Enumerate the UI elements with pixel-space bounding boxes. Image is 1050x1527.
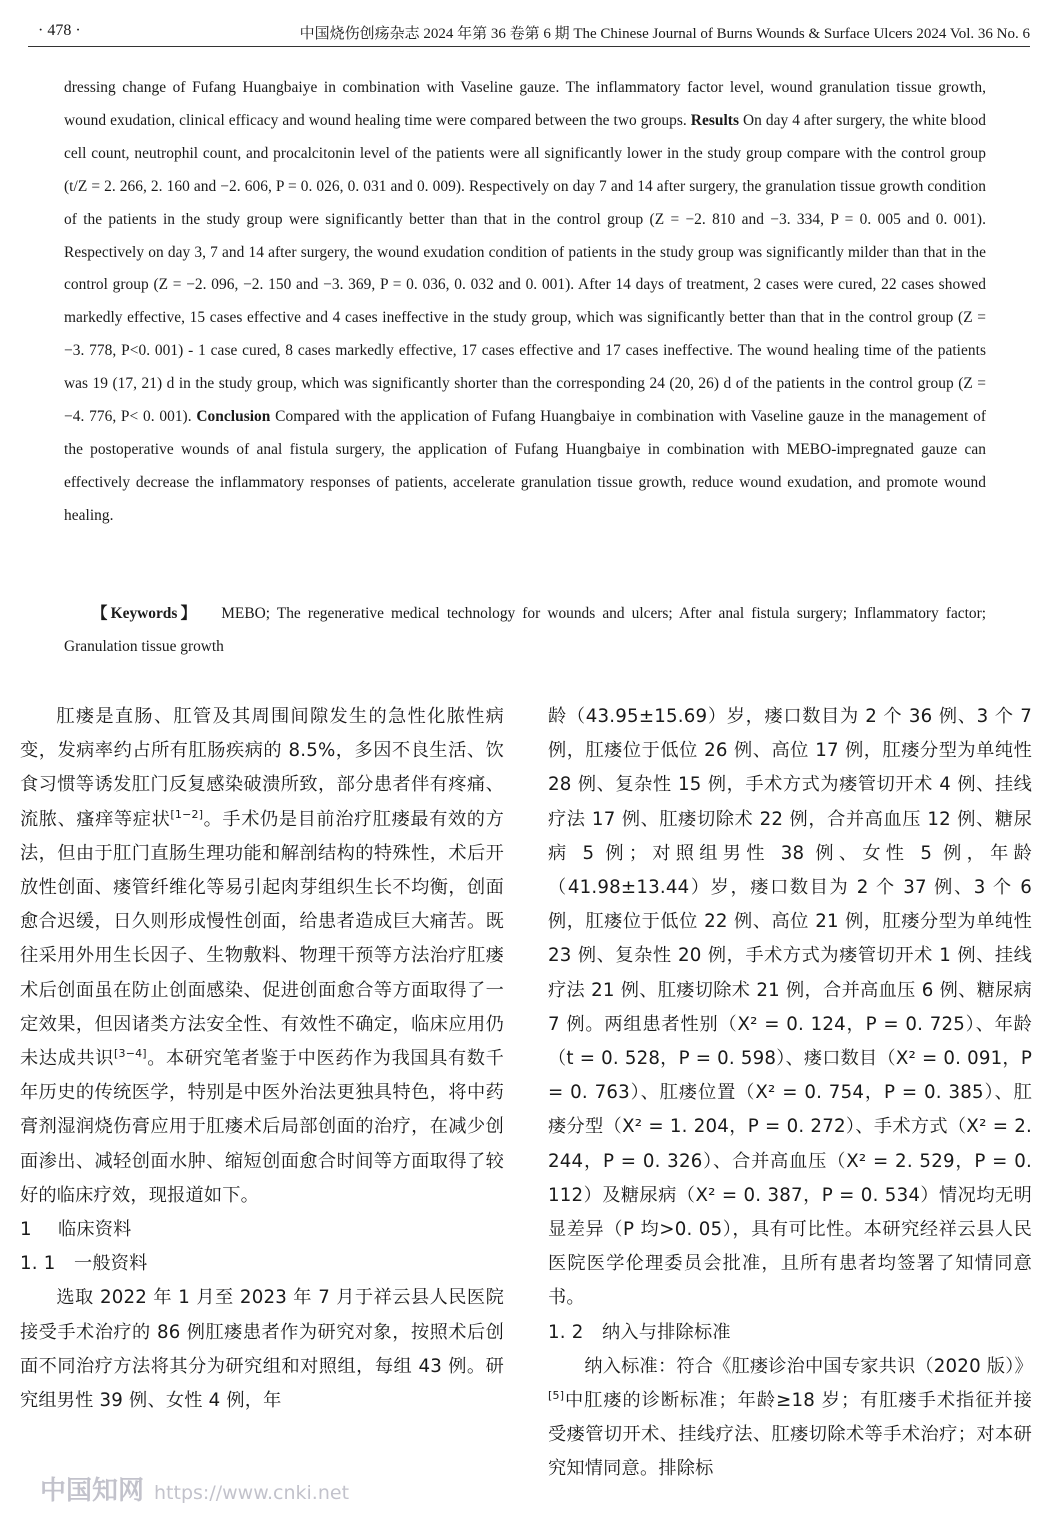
citation-ref: [5] (548, 1389, 565, 1403)
section-number: 1. 2 (548, 1321, 584, 1343)
conclusion-label: Conclusion (196, 408, 271, 426)
abstract-conclusion-text: Compared with the application of Fufang Huangbaiye in combination with Vaseline gauze in the management of the postoperative wounds of anal fistula surgery, the application of Fufang Huangbaiye in combination with MEBO-impregnated gauze can effectively decrease the inflammatory responses of patients, accelerate granulation tissue growth, reduce wound exudation, and promote wound healing. (64, 408, 986, 524)
english-abstract (64, 72, 986, 533)
page-number: · 478 · (38, 22, 81, 39)
abstract-paragraph (64, 72, 986, 533)
left-column (20, 700, 504, 1418)
abstract-methods-text: dressing change of Fufang Huangbaiye in combination with Vaseline gauze. The inflammatory factor level, wound granulation tissue growth, wound exudation, clinical efficacy and wound healing time were compared between the two groups. (64, 79, 986, 129)
keywords-block (64, 598, 986, 664)
general-data-paragraph: 选取 2022 年 1 月至 2023 年 7 月于祥云县人民医院接受手术治疗的 86 例肛瘘患者作为研究对象，按照术后创面不同治疗方法将其分为研究组和对照组，每组 43 例。研究组男性 39 例、女性 4 例，年 (20, 1287, 504, 1412)
section-heading-1-1 (20, 1247, 504, 1281)
citation-ref: [1−2] (170, 807, 204, 821)
intro-text-c: 。本研究笔者鉴于中医药作为我国具有数千年历史的传统医学，特别是中医外治法更独具特色，将中药膏剂湿润烧伤膏应用于肛瘘术后局部创面的治疗，在减少创面渗出、减轻创面水肿、缩短创面愈合时间等方面取得了较好的临床疗效，现报道如下。 (20, 1048, 504, 1206)
section-title: 纳入与排除标准 (602, 1321, 731, 1343)
results-label: Results (690, 111, 740, 129)
keywords-label: 【Keywords】 (92, 605, 200, 622)
section-number: 1 (20, 1219, 32, 1241)
criteria-text-a: 纳入标准：符合《肛瘘诊治中国专家共识（2020 版）》 (584, 1355, 1033, 1377)
section-number: 1. 1 (20, 1253, 56, 1275)
section-title: 临床资料 (58, 1219, 132, 1241)
watermark-logo: 中国知网 (40, 1476, 145, 1506)
cnki-watermark (40, 1470, 349, 1507)
watermark-url: https://www.cnki.net (154, 1482, 350, 1504)
criteria-paragraph (548, 1350, 1032, 1487)
intro-text-b: 。手术仍是目前治疗肛瘘最有效的方法，但由于肛门直肠生理功能和解剖结构的特殊性，术后开放性创面、瘘管纤维化等易引起肉芽组织生长不均衡，创面愈合迟缓，日久则形成慢性创面，给患者造成巨大痛苦。既往采用外用生长因子、生物敷料、物理干预等方法治疗肛瘘术后创面虽在防止创面感染、促进创面愈合等方面取得了一定效果，但因诸类方法安全性、有效性不确定，临床应用仍未达成共识 (20, 808, 504, 1070)
section-title: 一般资料 (74, 1253, 148, 1275)
abstract-results-text: On day 4 after surgery, the white blood cell count, neutrophil count, and procalcitonin level of the patients were all significantly lower in the study group compare with the control group (t/Z = 2. 266, 2. 160 and −2. 606, P = 0. 026, 0. 031 and 0. 009). Respectively on day 7 and 14 after surgery, the granulation tissue growth condition of the patients in the study group were significantly better than that in the control group (Z = −2. 810 and −3. 334, P = 0. 005 and 0. 001). Respectively on day 3, 7 and 14 after surgery, the wound exudation condition of patients in the study group was significantly milder than that in the control group (Z = −2. 096, −2. 150 and −3. 369, P = 0. 036, 0. 032 and 0. 001). After 14 days of treatment, 2 cases were cured, 22 cases showed markedly effective, 15 cases effective and 4 cases ineffective in the study group, which was significantly better than that in the control group (Z = −3. 778, P<0. 001) - 1 case cured, 8 cases markedly effective, 17 cases effective and 17 cases ineffective. The wound healing time of the patients was 19 (17, 21) d in the study group, which was significantly shorter than the corresponding 24 (20, 26) d of the patients in the control group (Z = −4. 776, P< 0. 001). (64, 111, 986, 426)
section-heading-1 (20, 1213, 504, 1247)
keywords-text: MEBO; The regenerative medical technology for wounds and ulcers; After anal fistula surgery; Inflammatory factor; Granulation tissue growth (64, 605, 986, 655)
intro-text-a: 肛瘘是直肠、肛管及其周围间隙发生的急性化脓性病变，发病率约占所有肛肠疾病的 8.5%，多因不良生活、饮食习惯等诱发肛门反复感染破溃所致，部分患者伴有疼痛、流脓、瘙痒等症状 (20, 706, 504, 830)
right-column (548, 700, 1032, 1487)
section-heading-1-2 (548, 1316, 1032, 1350)
citation-ref: [3−4] (114, 1047, 147, 1061)
criteria-text-b: 中肛瘘的诊断标准；年龄≥18 岁；有肛瘘手术指征并接受瘘管切开术、挂线疗法、肛瘘切除术等手术治疗；对本研究知情同意。排除标 (548, 1390, 1032, 1480)
general-data-continued: 龄（43.95±15.69）岁，瘘口数目为 2 个 36 例、3 个 7 例，肛瘘位于低位 26 例、高位 17 例，肛瘘分型为单纯性 28 例、复杂性 15 例，手术方式为瘘管切开术 4 例、挂线疗法 17 例、肛瘘切除术 22 例，合并高血压 12 例、糖尿病 5 例；对照组男性 38 例、女性 5 例，年龄（41.98±13.44）岁，瘘口数目为 2 个 37 例、3 个 6 例，肛瘘位于低位 22 例、高位 21 例，肛瘘分型为单纯性 23 例、复杂性 20 例，手术方式为瘘管切开术 1 例、挂线疗法 21 例、肛瘘切除术 21 例，合并高血压 6 例、糖尿病 7 例。两组患者性别（X² = 0. 124，P = 0. 725）、年龄（t = 0. 528，P = 0. 598）、瘘口数目（X² = 0. 091，P = 0. 763）、肛瘘位置（X² = 0. 754，P = 0. 385）、肛瘘分型（X² = 1. 204，P = 0. 272）、手术方式（X² = 2. 244，P = 0. 326）、合并高血压（X² = 2. 529，P = 0. 112）及糖尿病（X² = 0. 387，P = 0. 534）情况均无明显差异（P 均>0. 05），具有可比性。本研究经祥云县人民医院医学伦理委员会批准，且所有患者均签署了知情同意书。 (548, 706, 1032, 1309)
header-rule (28, 46, 1030, 47)
introduction-paragraph (20, 700, 504, 1213)
running-header (28, 18, 1030, 48)
journal-title-line: 中国烧伤创疡杂志 2024 年第 36 卷第 6 期 The Chinese Journal of Burns Wounds & Surface Ulcers 2024 Vol. 36 No. 6 (299, 26, 1030, 42)
